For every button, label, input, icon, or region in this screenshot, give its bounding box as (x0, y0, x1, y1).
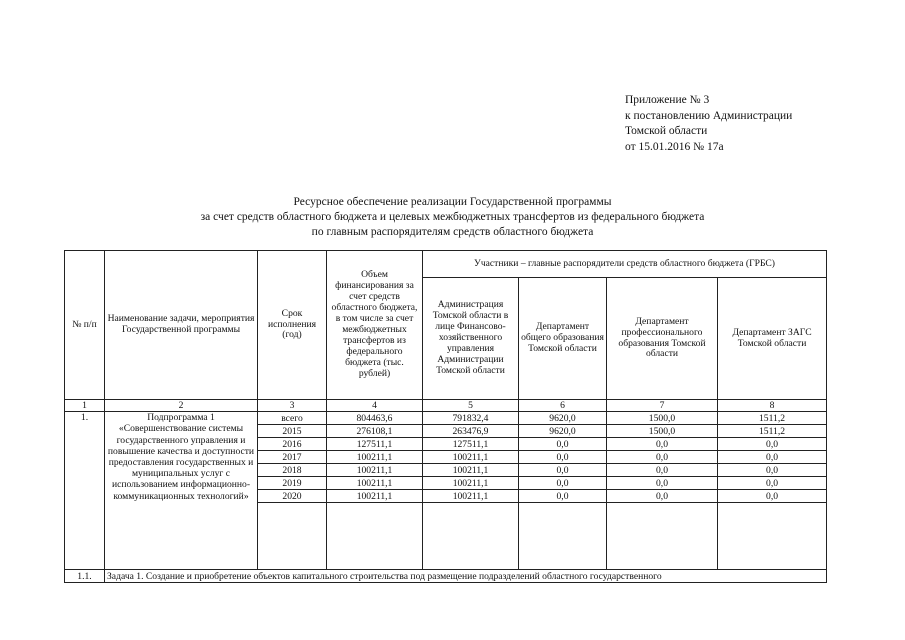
cell-admin: 127511,1 (423, 438, 519, 451)
task-row-text: Задача 1. Создание и приобретение объектов капитального строительства под размещение подразделений областного государственного (105, 570, 827, 583)
cell-volume: 100211,1 (327, 477, 423, 490)
row-name: Подпрограмма 1 «Совершенствование системы государственного управления и повышение качества и доступности предоставления государственных и муниципальных услуг с использованием информационно-коммуникационных технологий» (105, 412, 258, 570)
column-number: 2 (105, 400, 258, 412)
cell-prof-edu: 0,0 (607, 490, 718, 503)
cell-year: 2019 (258, 477, 327, 490)
cell-volume: 100211,1 (327, 490, 423, 503)
cell-prof-edu: 0,0 (607, 451, 718, 464)
table-row (65, 570, 827, 583)
appendix-block (625, 93, 792, 155)
cell-general-edu: 0,0 (519, 477, 607, 490)
column-number: 8 (718, 400, 827, 412)
cell-prof-edu: 0,0 (607, 438, 718, 451)
title-line: за счет средств областного бюджета и целевых межбюджетных трансфертов из федерального бюджета (200, 211, 705, 223)
cell-general-edu: 0,0 (519, 490, 607, 503)
cell-prof-edu: 0,0 (607, 477, 718, 490)
header-volume: Объем финансирования за счет средств областного бюджета, в том числе за счет межбюджетных трансфертов из федерального бюджета (тыс. рублей) (327, 251, 423, 400)
cell-volume: 127511,1 (327, 438, 423, 451)
header-name: Наименование задачи, мероприятия Государственной программы (105, 251, 258, 400)
cell-year: 2020 (258, 490, 327, 503)
cell-year: 2015 (258, 425, 327, 438)
cell-zags: 1511,2 (718, 425, 827, 438)
empty-cell (423, 503, 519, 570)
appendix-line: к постановлению Администрации (625, 109, 793, 122)
appendix-line: Приложение № 3 (625, 94, 710, 106)
cell-year: 2016 (258, 438, 327, 451)
cell-zags: 0,0 (718, 477, 827, 490)
table-row (65, 412, 827, 425)
header-row (65, 251, 827, 278)
column-number: 7 (607, 400, 718, 412)
cell-general-edu: 0,0 (519, 451, 607, 464)
cell-prof-edu: 0,0 (607, 464, 718, 477)
cell-volume: 276108,1 (327, 425, 423, 438)
cell-zags: 0,0 (718, 464, 827, 477)
column-number: 1 (65, 400, 105, 412)
column-number: 4 (327, 400, 423, 412)
header-participant-prof-edu: Департамент профессионального образования Томской области (607, 278, 718, 400)
cell-admin: 263476,9 (423, 425, 519, 438)
cell-admin: 100211,1 (423, 477, 519, 490)
row-index: 1. (65, 412, 105, 570)
cell-year: 2017 (258, 451, 327, 464)
empty-cell (327, 503, 423, 570)
cell-zags: 0,0 (718, 451, 827, 464)
header-participant-zags: Департамент ЗАГС Томской области (718, 278, 827, 400)
appendix-line: Томской области (625, 125, 708, 137)
cell-year: 2018 (258, 464, 327, 477)
column-number: 6 (519, 400, 607, 412)
cell-prof-edu: 1500,0 (607, 412, 718, 425)
cell-general-edu: 9620,0 (519, 425, 607, 438)
empty-cell (519, 503, 607, 570)
column-number: 5 (423, 400, 519, 412)
header-term: Срок исполнения (год) (258, 251, 327, 400)
column-number: 3 (258, 400, 327, 412)
cell-volume: 100211,1 (327, 451, 423, 464)
cell-zags: 0,0 (718, 490, 827, 503)
cell-prof-edu: 1500,0 (607, 425, 718, 438)
title-line: по главным распорядителям средств областного бюджета (311, 226, 594, 238)
header-participant-admin: Администрация Томской области в лице Финансово-хозяйственного управления Администрации Томской области (423, 278, 519, 400)
title-line: Ресурсное обеспечение реализации Государственной программы (293, 196, 612, 208)
cell-volume: 804463,6 (327, 412, 423, 425)
empty-cell (258, 503, 327, 570)
empty-cell (607, 503, 718, 570)
cell-admin: 100211,1 (423, 451, 519, 464)
cell-year: всего (258, 412, 327, 425)
header-participants: Участники – главные распорядители средств областного бюджета (ГРБС) (423, 251, 827, 278)
cell-admin: 100211,1 (423, 464, 519, 477)
header-num: № п/п (65, 251, 105, 400)
resource-table (64, 250, 827, 583)
cell-admin: 791832,4 (423, 412, 519, 425)
cell-general-edu: 9620,0 (519, 412, 607, 425)
column-numbers-row (65, 400, 827, 412)
document-title (0, 195, 905, 240)
cell-general-edu: 0,0 (519, 438, 607, 451)
row-index: 1.1. (65, 570, 105, 583)
cell-zags: 0,0 (718, 438, 827, 451)
cell-admin: 100211,1 (423, 490, 519, 503)
empty-cell (718, 503, 827, 570)
cell-zags: 1511,2 (718, 412, 827, 425)
appendix-line: от 15.01.2016 № 17а (625, 140, 724, 153)
cell-volume: 100211,1 (327, 464, 423, 477)
header-participant-general-edu: Департамент общего образования Томской области (519, 278, 607, 400)
cell-general-edu: 0,0 (519, 464, 607, 477)
